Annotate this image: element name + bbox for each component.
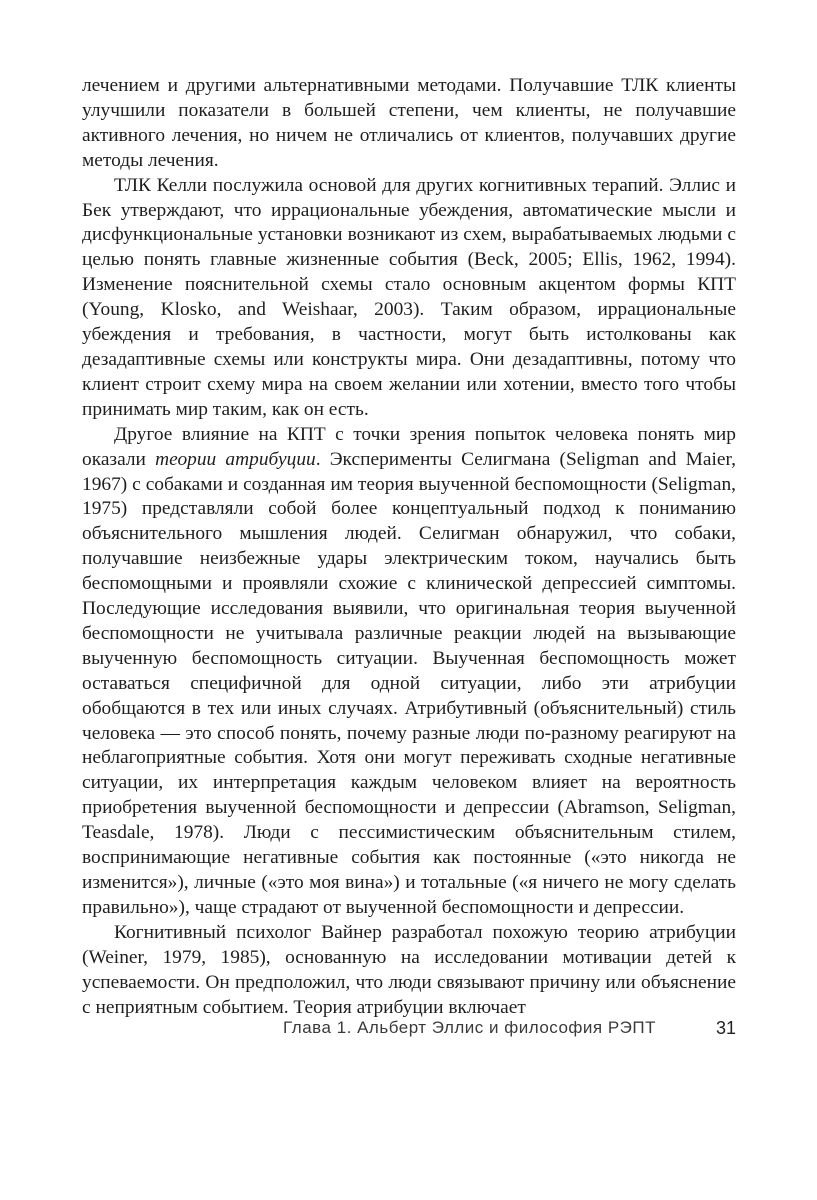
running-head: Глава 1. Альберт Эллис и философия РЭПТ xyxy=(283,1018,656,1037)
paragraph-4: Когнитивный психолог Вайнер разработал похожую теорию атрибуции (Weiner, 1979, 1985), основанную на исследовании мотивации детей к успеваемости. Он предположил, что люди связывают причину или объяснение с неприятным событием. Теория атрибуции включает xyxy=(82,921,736,1018)
paragraph-2: ТЛК Келли послужила основой для других когнитивных терапий. Эллис и Бек утверждают, что иррациональные убеждения, автоматические мысли и дисфункциональные установки возникают из схем, вырабатываемых людьми с целью понять главные жизненные события (Beck, 2005; Ellis, 1962, 1994). Изменение пояснительной схемы стало основным акцентом формы КПТ (Young, Klosko, and Weishaar, 2003). Таким образом, иррациональные убеждения и требования, в частности, могут быть истолкованы как дезадаптивные схемы или конструкты мира. Они дезадаптивны, потому что клиент строит схему мира на своем желании или хотении, вместо того чтобы принимать мир таким, как он есть. xyxy=(82,174,736,420)
paragraph-3 xyxy=(82,423,736,921)
page-number: 31 xyxy=(715,1018,736,1038)
paragraph-1: лечением и другими альтернативными методами. Получавшие ТЛК клиенты улучшили показатели в большей степени, чем клиенты, не получавшие активного лечения, но ничем не отличались от клиентов, получавших другие методы лечения. xyxy=(82,75,736,171)
italic-term-attribution-theories: теории атрибуции xyxy=(155,448,316,470)
paragraph-3-text-after: . Эксперименты Селигмана (Seligman and Maier, 1967) с собаками и созданная им теория выученной беспомощности (Seligman, 1975) представляли собой более концептуальный подход к пониманию объяснительного мышления людей. Селигман обнаружил, что собаки, получавшие неизбежные удары электрическим током, научались быть беспомощными и проявляли схожие с клинической депрессией симптомы. Последующие исследования выявили, что оригинальная теория выученной беспомощности не учитывала различные реакции людей на вызывающие выученную беспомощность ситуации. Выученная беспомощность может оставаться специфичной для одной ситуации, либо эти атрибуции обобщаются в тех или иных случаях. Атрибутивный (объяснительный) стиль человека — это способ понять, почему разные люди по-разному реагируют на неблагоприятные события. Хотя они могут переживать сходные негативные ситуации, их интерпретация каждым человеком влияет на вероятность приобретения выученной беспомощности и депрессии (Abramson, Seligman, Teasdale, 1978). Люди с пессимистическим объяснительным стилем, воспринимающие негативные события как постоянные («это никогда не изменится»), личные («это моя вина») и тотальные («я ничего не могу сделать правильно»), чаще страдают от выученной беспомощности и депрессии. xyxy=(82,448,736,918)
page-footer xyxy=(82,1016,736,1046)
paragraph-3-text-before: Другое влияние на КПТ с точки зрения попыток человека понять мир оказали xyxy=(82,423,736,470)
body-text xyxy=(82,74,736,1020)
